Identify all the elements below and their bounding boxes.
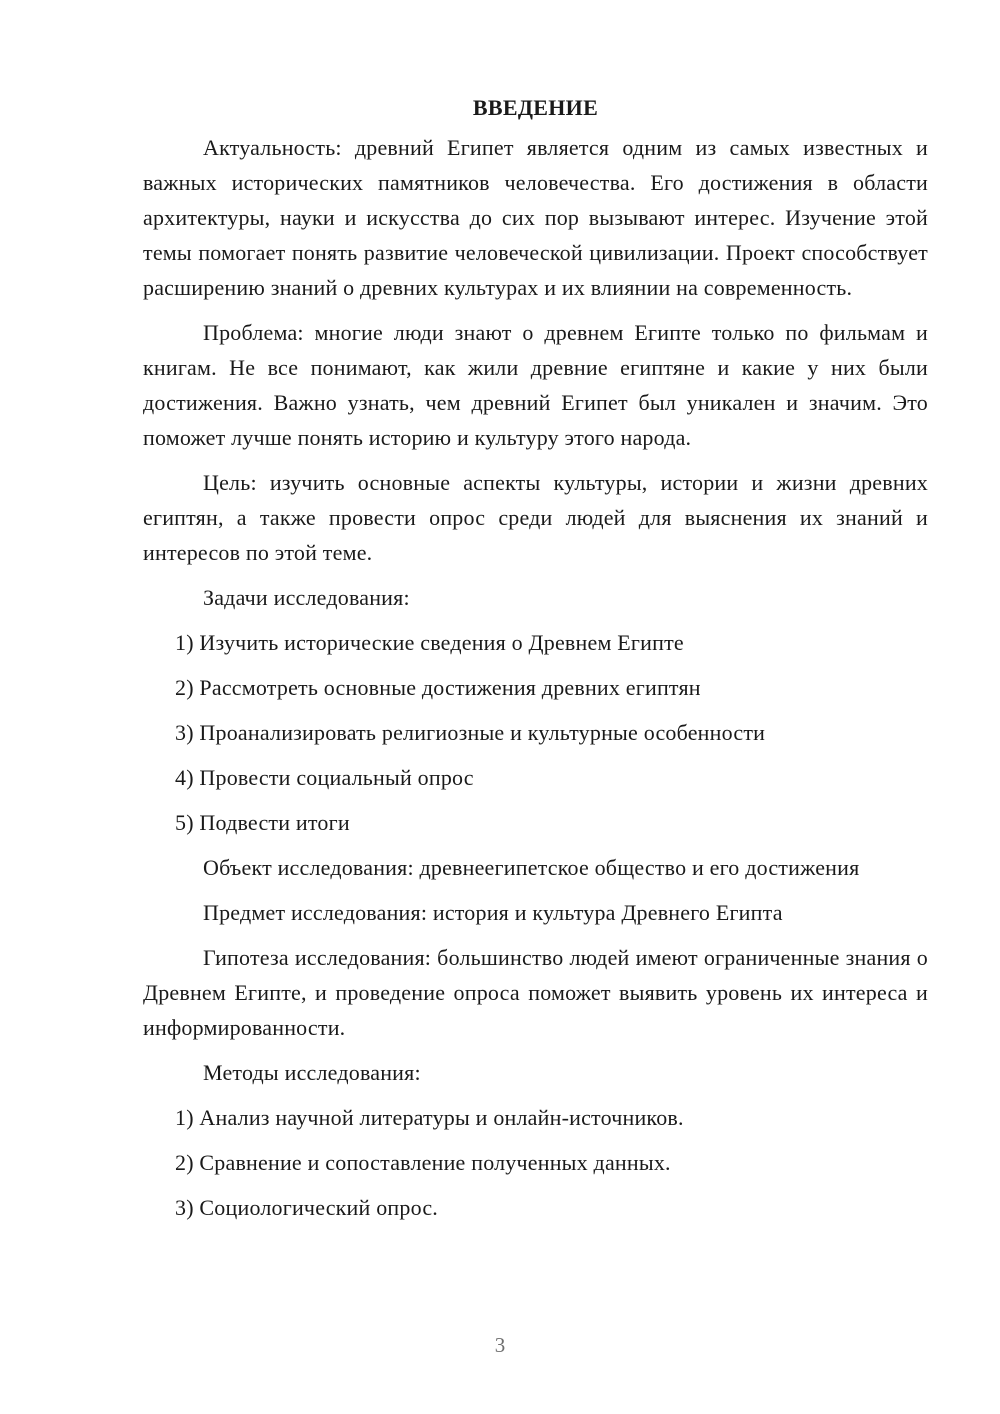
research-subject: Предмет исследования: история и культура Древнего Египта [203,900,783,925]
paragraph-hypothesis: Гипотеза исследования: большинство людей имеют ограниченные знания о Древнем Египте, и проведение опроса поможет выявить уровень их интереса и информированности. [143,945,928,1040]
method-item-2: 2) Сравнение и сопоставление полученных данных. [175,1150,671,1175]
task-item-3: 3) Проанализировать религиозные и культурные особенности [175,720,766,745]
tasks-heading: Задачи исследования: [203,585,410,610]
section-title: ВВЕДЕНИЕ [472,95,599,120]
page-number: 3 [494,1333,506,1357]
methods-heading: Методы исследования: [203,1060,421,1085]
research-object: Объект исследования: древнеегипетское общество и его достижения [203,855,860,880]
document-page [143,90,928,1235]
paragraph-relevance: Актуальность: древний Египет является одним из самых известных и важных исторических памятников человечества. Его достижения в области архитектуры, науки и искусства до сих пор вызывают интерес. Изучение этой темы помогает понять развитие человеческой цивилизации. Проект способствует расширению знаний о древних культурах и их влиянии на современность. [143,135,928,300]
method-item-3: 3) Социологический опрос. [175,1195,438,1220]
task-item-2: 2) Рассмотреть основные достижения древних египтян [175,675,701,700]
task-item-4: 4) Провести социальный опрос [175,765,474,790]
method-item-1: 1) Анализ научной литературы и онлайн-источников. [175,1105,684,1130]
paragraph-problem: Проблема: многие люди знают о древнем Египте только по фильмам и книгам. Не все понимают, как жили древние египтяне и какие у них были достижения. Важно узнать, чем древний Египет был уникален и значим. Это поможет лучше понять историю и культуру этого народа. [143,320,928,450]
task-item-5: 5) Подвести итоги [175,810,350,835]
paragraph-goal: Цель: изучить основные аспекты культуры, истории и жизни древних египтян, а также провести опрос среди людей для выяснения их знаний и интересов по этой теме. [143,470,928,565]
task-item-1: 1) Изучить исторические сведения о Древнем Египте [175,630,684,655]
